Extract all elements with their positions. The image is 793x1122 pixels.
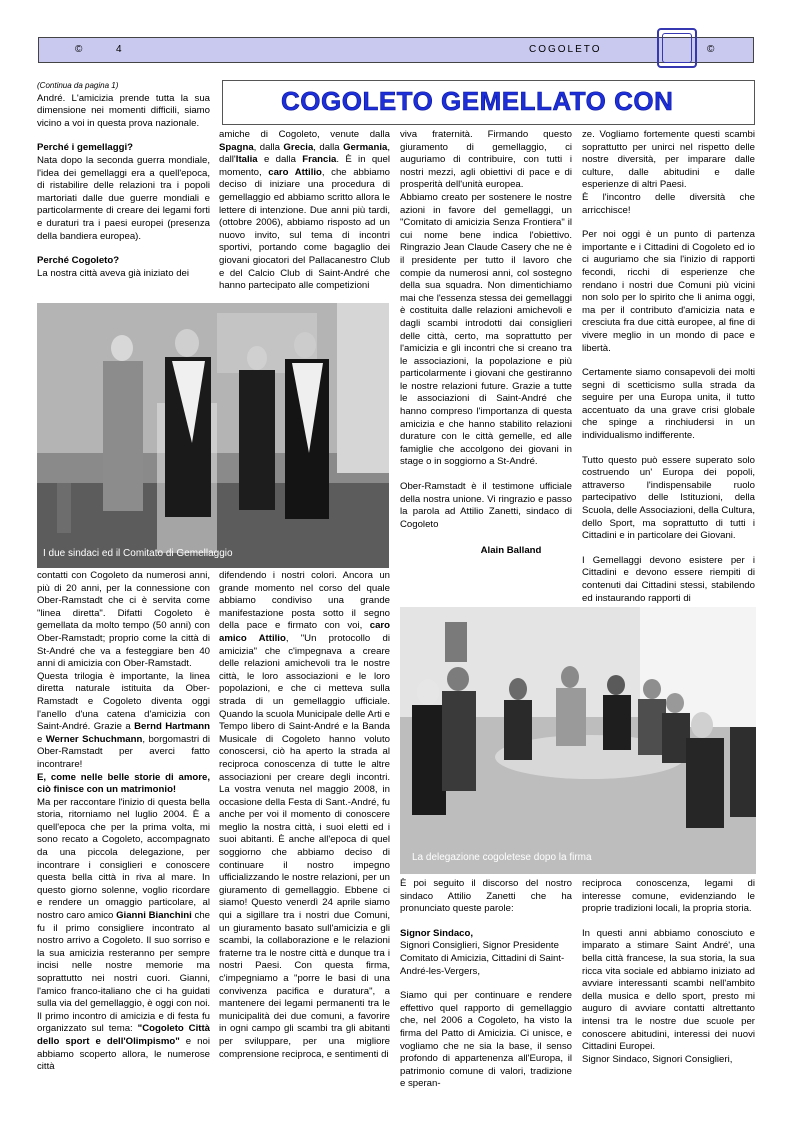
photo-delegation bbox=[400, 607, 756, 874]
paragraph: reciproca conoscenza, legami di interesse comune, evidenziando le proprie tradizioni locali, la propria storia. bbox=[582, 878, 755, 915]
page-header bbox=[38, 37, 754, 63]
subheading: E, come nelle belle storie di amore, ciò finisce con un matrimonio! bbox=[37, 771, 210, 796]
photo-mayors-committee bbox=[37, 303, 389, 568]
paragraph: difendendo i nostri colori. Ancora un grande momento nel corso del quale abbiamo condiviso una grande manifestazione posta sotto il segno della pace e firmato con voi, caro amico Attilio, "Un protocollo di amicizia" che c'impegnava a creare delle relazioni amichevoli tra le nostre città, le loro associazioni e le loro popolazioni, e che ci metteva sulla strada di un gemellaggio ufficiale. Quando la scuola Municipale delle Arti e Tempo libero di Saint-André e la Banda Musicale di Cogoleto hanno voluto conoscersi, ciò ha aperto la strada al reciproca conoscenza di tutte le altre associazioni per creare degli incontri. La vostra venuta nel maggio 2008, in occasione della Festa di Sant.-André, fu anche per voi il momento di conoscere meglio la nostra città, i suoi eletti ed i suoi abitanti. È anche all'epoca di quel soggiorno che abbiamo deciso di continuare il nostro impegno ufficializzando le nostre relazioni, per un giuramento di gemellaggio. Ebbene ci siamo! Questo venerdì 24 aprile siamo qui a sigillare tra i nostri due Comuni, un giuramento basato sull'amicizia e gli scambi, la collaborazione e le relazioni fraterne tra le nostre città e dunque tra i nostri Paesi. Con questa firma, c'impegniamo a "porre le basi di una convivenza pacifica e duratura", a mantenere dei legami permanenti tra le municipalità dei due comuni, a favorire in ogni campo gli scambi tra gli abitanti per sviluppare, per una migliore comprensione reciproca, e sentimenti di bbox=[219, 570, 390, 1060]
newspaper-logo bbox=[657, 28, 697, 68]
paragraph: Per noi oggi è un punto di partenza importante e i Cittadini di Cogoleto ed io ci auguriamo che sia l'inizio di rapporti fecondi, ricchi di esperienze che rendano i nostri due Comuni più vicini non solo per lo spirito che li anima oggi, ma per il contributo d'amicizia nata e cresciuta fra due città europee, al fine di vivere meglio in un mondo di pace e libertà. bbox=[582, 229, 755, 354]
column-2-bottom bbox=[219, 570, 390, 1061]
paragraph: La nostra città aveva già iniziato dei bbox=[37, 267, 189, 279]
subheading: Perché i gemellaggi? bbox=[37, 142, 133, 154]
paragraph: Signor Sindaco, Signori Consiglieri, bbox=[582, 1053, 733, 1065]
column-2-top bbox=[219, 129, 390, 293]
paragraph: André. L'amicizia prende tutta la sua dimensione nei momenti difficili, siamo vicino a voi in questa prova nazionale. bbox=[37, 92, 210, 129]
photo-caption: La delegazione cogoletese dopo la firma bbox=[412, 852, 592, 863]
paragraph: In questi anni abbiamo conosciuto e imparato a stimare Saint André', una bella città francese, la sua storia, la sua ricca vita sociale ed abbiamo iniziato ad avviare interessanti scambi nell'ambito della musica e dello sport, presto mi auguro di avviare contatti altrettanto intensi tra le nostre due scuole per conoscere abitudini, interessi dei nuovi Cittadini Europei. bbox=[582, 927, 755, 1053]
paragraph: viva fraternità. Firmando questo giuramento di gemellaggio, ci auguriamo di contribuire, con tutti i nostri mezzi, agli obiettivi di pace e di prosperità dell'unità europea. bbox=[400, 129, 572, 191]
paragraph: amiche di Cogoleto, venute dalla Spagna, dalla Grecia, dalla Germania, dall'Italia e dalla Francia. È in quel momento, caro Attilio, che abbiamo deciso di iniziare una procedura di gemellaggio ed abbiamo scritto allora le lettere di intenzione. Due anni più tardi, (ottobre 2006), abbiamo risposto ad un nuovo invito, sul tema di incontri sportivi, portando come bagaglio dei giovani giocatori del Pallacanestro Club e del Calcio Club di Saint-André che hanno partecipato alle competizioni bbox=[219, 129, 391, 292]
paragraph: I Gemellaggi devono esistere per i Cittadini e devono essere riempiti di contenuti dai Cittadini stessi, stabilendo ed instaurando rapporti di bbox=[582, 554, 755, 604]
subheading: Perché Cogoleto? bbox=[37, 255, 120, 267]
signature: Alain Balland bbox=[480, 545, 542, 557]
column-1-bottom bbox=[37, 570, 210, 1074]
column-3 bbox=[400, 129, 572, 558]
paragraph: ze. Vogliamo fortemente questi scambi soprattutto per unirci nel rispetto delle nostre diversità, per imparare dalle culture, dalle abitudini e dalle esperienze di altri Paesi. bbox=[582, 129, 755, 191]
paragraph: Ober-Ramstadt è il testimone ufficiale della nostra unione. Vi ringrazio e passo la parola ad Attilio Zanetti, sindaco di Cogoleto bbox=[400, 481, 572, 530]
paragraph: Signori Consiglieri, Signor Presidente Comitato di Amicizia, Cittadini di Saint-André-les-Vergers, bbox=[400, 940, 565, 977]
copyright-left: © bbox=[75, 44, 83, 55]
paragraph: È poi seguito il discorso del nostro sindaco Attilio Zanetti che ha pronunciato queste parole: bbox=[400, 878, 572, 915]
paragraph: Siamo qui per continuare e rendere effettivo quel rapporto di gemellaggio che, nel 2006 a Cogoleto, ha visto la firma del Patto di Amicizia. Ci unisce, e vogliamo che ne sia la base, il senso profondo di appartenenza all'Europa, il patrimonio comune di valori, tradizione e speran- bbox=[400, 990, 572, 1090]
headline: COGOLETO GEMELLATO CON bbox=[281, 86, 674, 116]
paragraph: Questa trilogia è importante, la linea diretta naturale istituita da Ober-Ramstadt e Cogoleto diventa oggi l'anello d'una catena d'amicizia con Saint-André. Grazie a Bernd Hartmann e Werner Schuchmann, borgomastri di Ober-Ramstadt per averci fatto incontrare! bbox=[37, 670, 210, 770]
copyright-right: © bbox=[707, 44, 715, 55]
paragraph: Ma per raccontare l'inizio di questa bella storia, ritorniamo nel luglio 2004. È a quell'epoca che per la prima volta, mi sono recato a Cogoleto, accompagnato da una piccola delegazione, per incontrare i consiglieri e conoscere questa bella città in riva al mare. In questo giorno solenne, voglio ricordare e rendere un omaggio particolare, al nostro caro amico Gianni Bianchini che fu il primo consigliere incontrato al nostro arrivo a Cogoleto. Il suo sorriso e la sua amicizia resteranno per sempre incisi nelle nostre memorie ma soprattutto nei nostri cuori. Gianni, l'amico franco-italiano che ci ha guidati sulla via del gemellaggio, è oggi con noi. Il primo incontro di amicizia e di festa fu organizzato sul tema: "Cogoleto Città dello sport e dell'Olimpismo" e noi abbiamo scoperto allora, le numerose città bbox=[37, 796, 210, 1073]
paragraph: Tutto questo può essere superato solo costruendo un' Europa dei popoli, attraverso l'indispensabile ruolo partecipativo delle Istituzioni, della Scuola, delle Associazioni, della Cultura, dello Sport, ma soprattutto di tutti i Cittadini e in particolare dei Giovani. bbox=[582, 454, 755, 542]
subheading: Signor Sindaco, bbox=[400, 927, 474, 939]
column-1-top bbox=[37, 80, 210, 280]
newspaper-name: COGOLETO bbox=[529, 44, 602, 55]
page-number: 4 bbox=[116, 44, 122, 55]
paragraph: Nata dopo la seconda guerra mondiale, l'idea dei gemellaggi era a quell'epoca, di ristabilire delle relazioni tra i popoli martoriati dalle due guerre mondiali e particolarmente di creare dei legami forti e duraturi tra i paesi europei (presenza della bandiera europea). bbox=[37, 154, 210, 242]
column-4-bottom bbox=[582, 878, 755, 1066]
paragraph: Certamente siamo consapevoli dei molti segni di scetticismo sulla strada da seguire per una Europa unita, il tutto accentuato da una grave crisi globale che spinge a rinchiudersi in un individualismo indifferente. bbox=[582, 367, 755, 442]
headline-box bbox=[222, 80, 755, 125]
column-3-bottom bbox=[400, 878, 572, 1091]
continued-note: (Continua da pagina 1) bbox=[37, 81, 119, 90]
photo-caption: I due sindaci ed il Comitato di Gemellaggio bbox=[43, 548, 233, 559]
column-4-top bbox=[582, 129, 755, 605]
paragraph: È l'incontro delle diversità che arricchisce! bbox=[582, 191, 755, 216]
paragraph: contatti con Cogoleto da numerosi anni, più di 20 anni, per la connessione con Ober-Ramstadt che ci è servita come "linea diretta". Difatti Cogoleto è gemellata da molto tempo (50 anni) con Ober-Ramstadt; proprio come la città di St-André che va a festeggiare ben 40 anni di amicizia con Ober-Ramstadt. bbox=[37, 570, 210, 670]
paragraph: Abbiamo creato per sostenere le nostre azioni in favore del gemellaggi, un "Comitato di amicizia Senza Frontiera" il cui nome bene indica l'obiettivo. Ringrazio Jean Claude Casery che ne è il presidente per tutto il lavoro che compie da numerosi anni, col sostegno della sua squadra. Non dimentichiamo mai che l'essenza stessa dei gemellaggi è costituita dalle relazioni amichevoli e dagli scambi introdotti dai consiglieri delle città, certo, ma soprattutto per l'amicizia e gli incontri che si creano tra le associazioni, la popolazione e più particolarmente i giovani che gestiranno le nostre relazioni future. Grazie a tutte le associazioni di Saint-André che hanno compreso l'importanza di questa amicizia e che hanno stabilito relazioni durature con le città gemelle, ed alle famiglie che accolgono dei giovani in stage o in soggiorno a St-André. bbox=[400, 191, 572, 468]
